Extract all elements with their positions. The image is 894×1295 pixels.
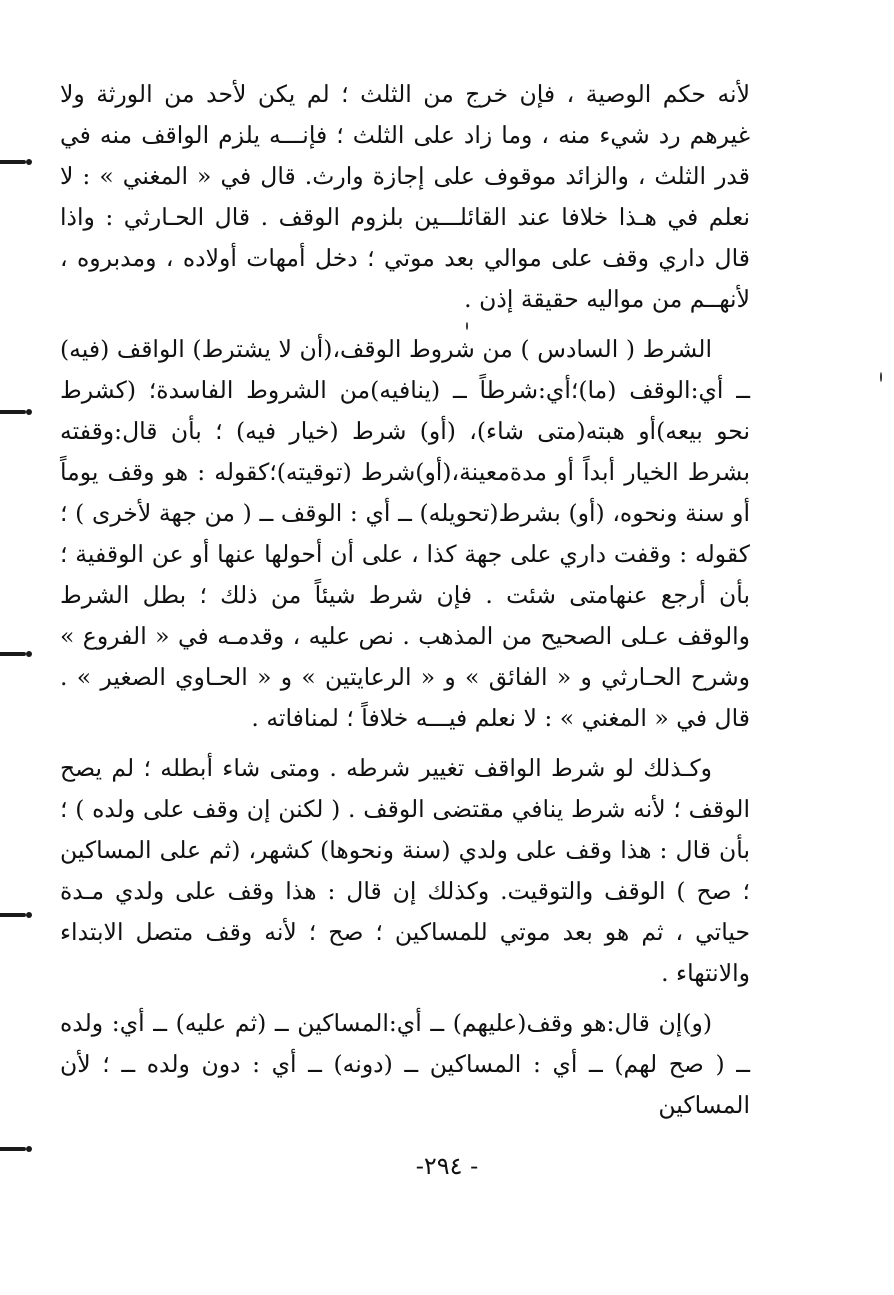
margin-mark (0, 1147, 26, 1151)
paragraph-2: الشرط ( السادس ) من شروط الوقف،(أن لا يشترط) الواقف (فيه) ــ أي:الوقف (ما)؛أي:شرطاً ــ (ينافيه)من الشروط الفاسدة؛ (كشرط نحو بيعه)أو هبته(متى شاء)، (أو) شرط (خيار فيه) ؛ بأن قال:وقفته بشرط الخيار أبداً أو مدةمعينة،(أو)شرط (توقيته)؛كقوله : هو وقف يوماً أو سنة ونحوه، (أو) بشرط(تحويله) ــ أي : الوقف ــ ( من جهة لأخرى ) ؛ كقوله : وقفت داري على جهة كذا ، على أن أحولها عنها أو عن الوقفية ؛ بأن أرجع عنهامتى شئت . فإن شرط شيئاً من ذلك ؛ بطل الشرط والوقف عـلى الصحيح من المذهب . نص عليه ، وقدمـه في « الفروع » وشرح الحـارثي و « الفائق » و « الرعايتين » و « الحـاوي الصغير » . قال في « المغني » : لا نعلم فيـــه خلافاً ؛ لمنافاته . (60, 335, 750, 732)
paragraph-1: لأنه حكم الوصية ، فإن خرج من الثلث ؛ لم يكن لأحد من الورثة ولا غيرهم رد شيء منه ، وما زاد على الثلث ؛ فإنـــه يلزم الواقف منه في قدر الثلث ، والزائد موقوف على إجازة وارث. قال في « المغني » : لا نعلم في هـذا خلافا عند القائلـــين بلزوم الوقف . قال الحـارثي : واذا قال داري وقف على موالي بعد موتي ؛ دخل أمهات أولاده ، ومدبروه ، لأنهــم من مواليه حقيقة إذن . (60, 80, 750, 313)
paragraph-3: وكـذلك لو شرط الواقف تغيير شرطه . ومتى شاء أبطله ؛ لم يصح الوقف ؛ لأنه شرط ينافي مقتضى الوقف . ( لكنن إن وقف على ولده ) ؛ بأن قال : هذا وقف على ولدي (سنة ونحوها) كشهر، (ثم على المساكين ؛ صح ) الوقف والتوقيت. وكذلك إن قال : هذا وقف على ولدي مـدة حياتي ، ثم هو بعد موتي للمساكين ؛ صح ؛ لأنه وقف متصل الابتداء والانتهاء . (60, 754, 750, 987)
margin-mark (0, 410, 26, 414)
paragraph-4: (و)إن قال:هو وقف(عليهم) ــ أي:المساكين ــ (ثم عليه) ــ أي: ولده ــ ( صح لهم) ــ أي : المساكين ــ (دونه) ــ أي : دون ولده ــ ؛ لأن المساكين (60, 1009, 750, 1119)
scan-speck (880, 372, 882, 382)
margin-mark (0, 913, 26, 917)
margin-mark (0, 652, 26, 656)
margin-mark (0, 160, 26, 164)
page-number: -٢٩٤ - (415, 1152, 479, 1180)
body-text (60, 74, 750, 1126)
